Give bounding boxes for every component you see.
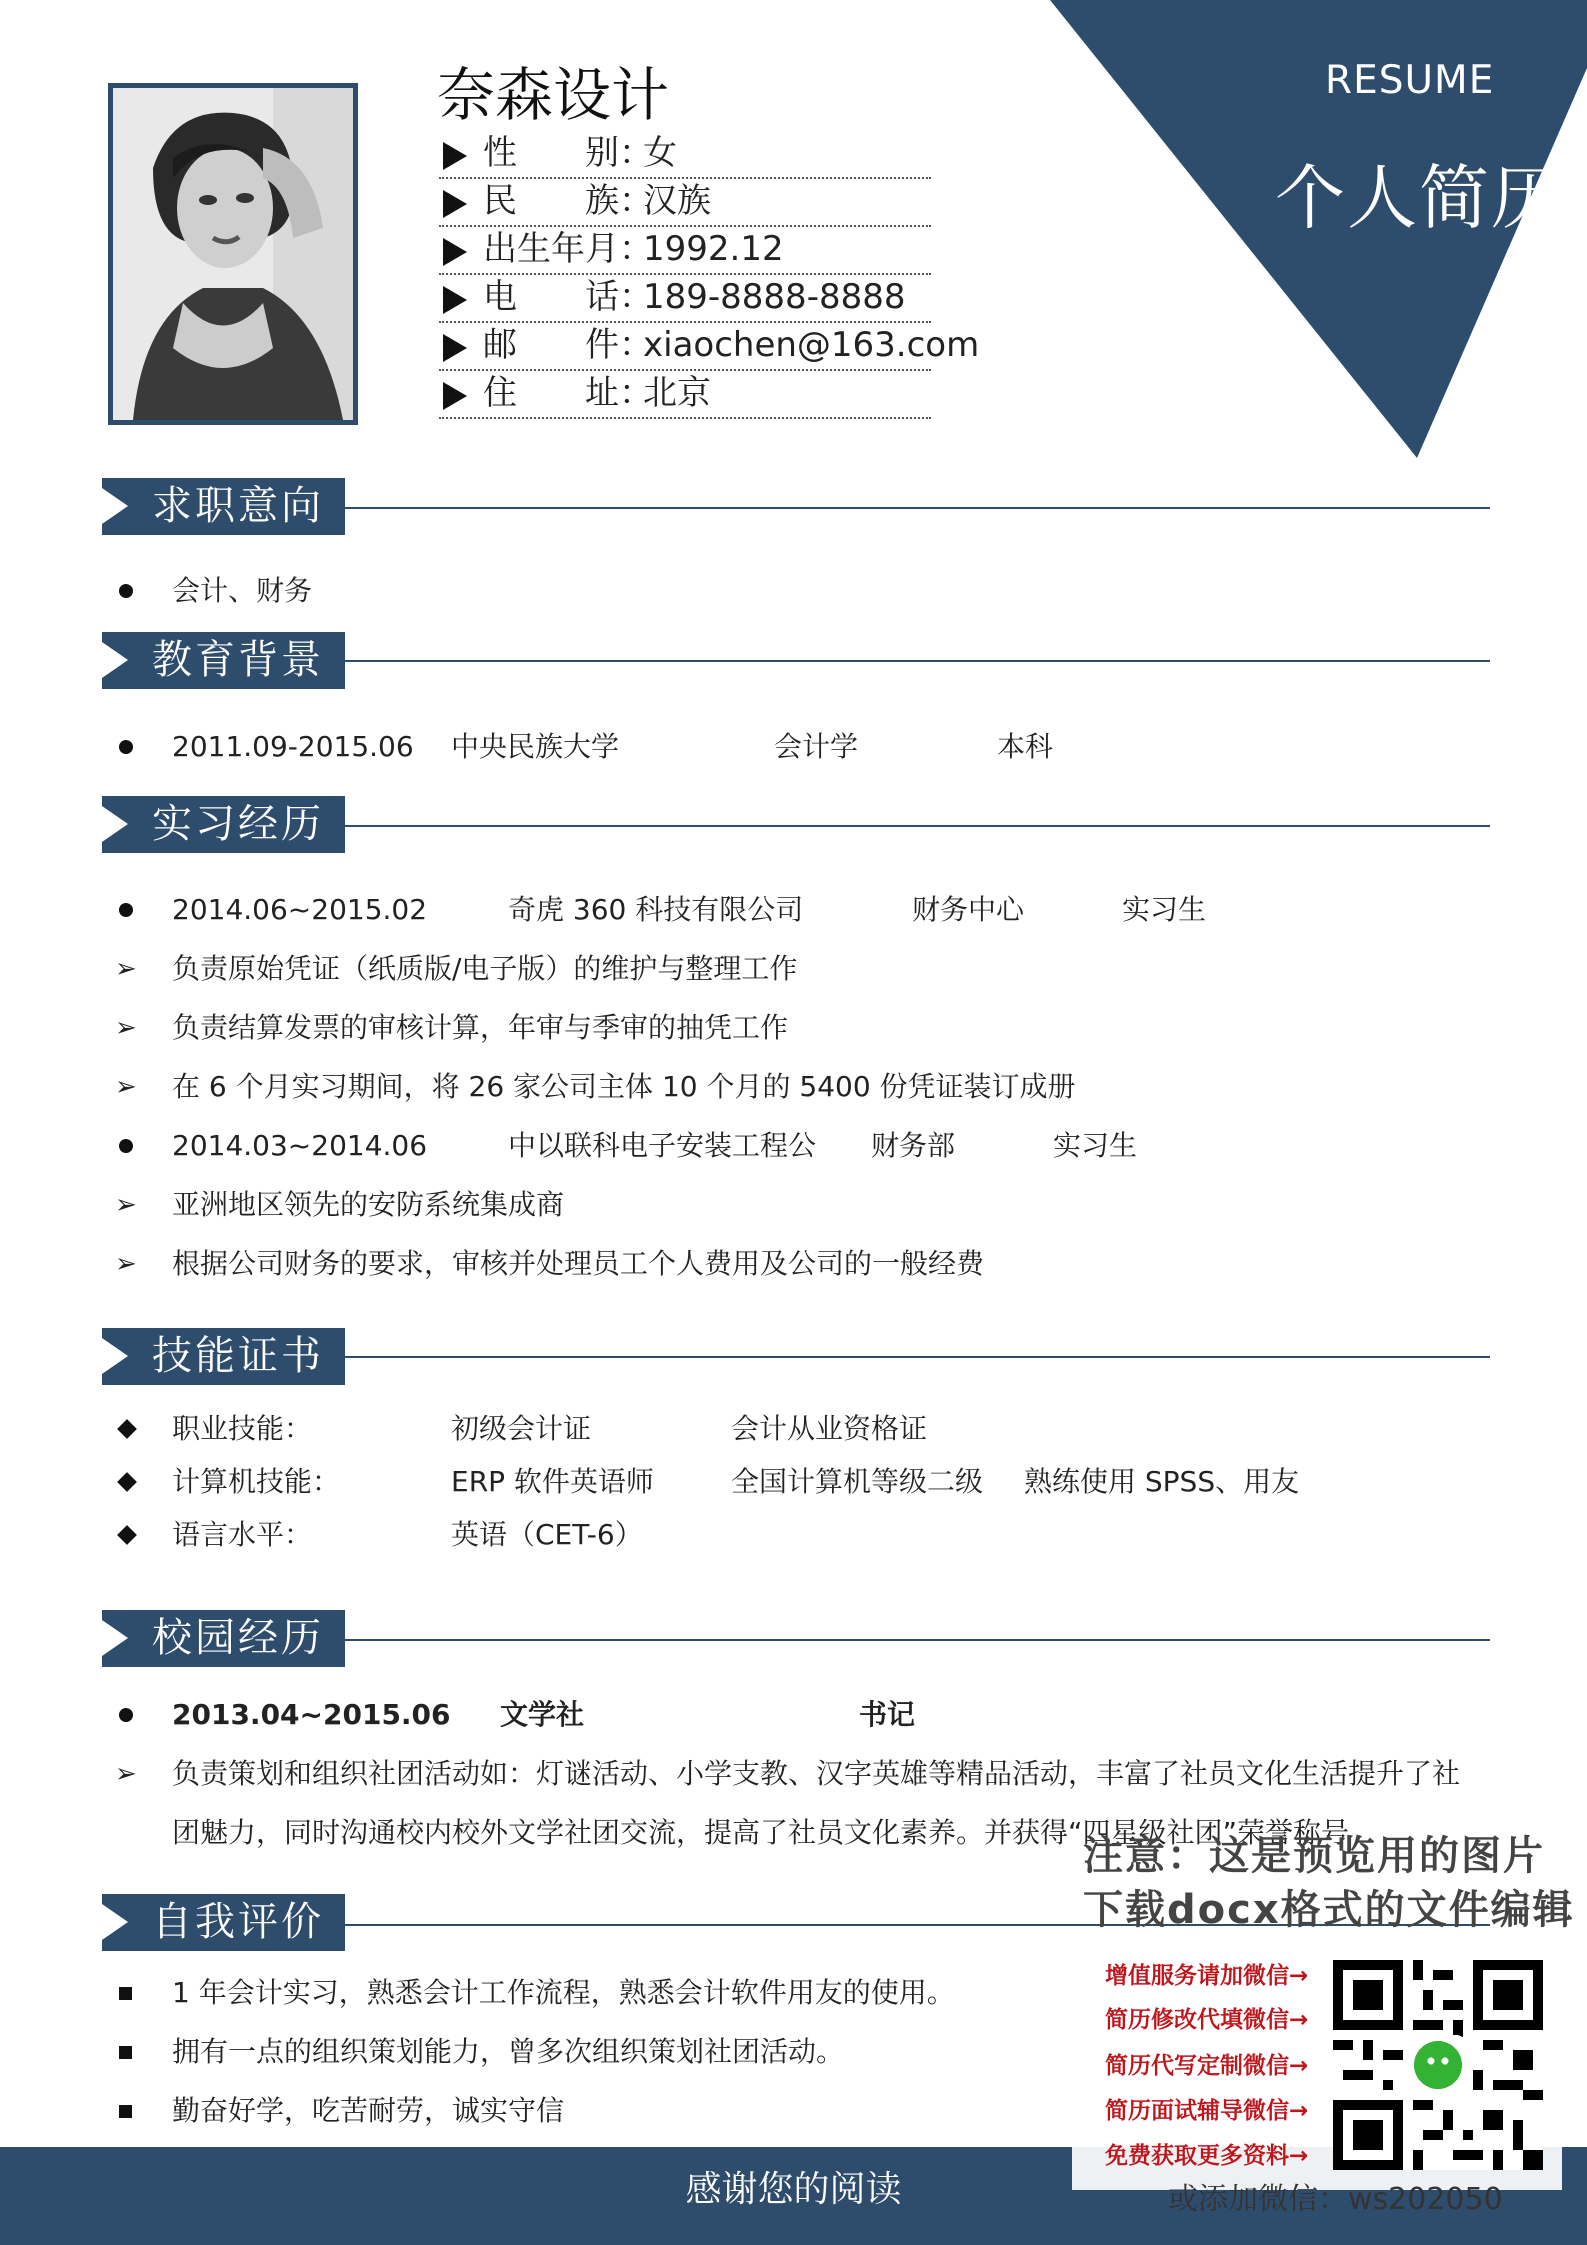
bullet-dot-icon <box>119 1708 133 1722</box>
campus-org: 文学社 <box>500 1698 585 1731</box>
section-header-internship <box>102 796 345 853</box>
promo-line: 增值服务请加微信→ <box>1105 1963 1309 1989</box>
section-arrow-icon <box>102 1904 128 1940</box>
job-company: 奇虎 360 科技有限公司 <box>508 893 804 926</box>
wechat-qr-code-icon <box>1333 1960 1543 2170</box>
wechat-id-line: 或添加微信：ws202050 <box>1168 2182 1503 2217</box>
promo-line: 简历修改代填微信→ <box>1105 2007 1309 2033</box>
self-item: 拥有一点的组织策划能力，曾多次组织策划社团活动。 <box>172 2035 845 2068</box>
info-value: xiaochen@163.com <box>643 325 980 365</box>
resume-title-cn: 个人简历 <box>1275 157 1563 239</box>
promo-line: 免费获取更多资料→ <box>1105 2143 1309 2169</box>
bullet-square-icon <box>119 1987 132 2000</box>
job-period: 2014.06~2015.02 <box>172 893 428 926</box>
job-role: 实习生 <box>1122 893 1207 926</box>
section-divider <box>345 507 1490 509</box>
chevron-right-icon: ➢ <box>115 1759 137 1789</box>
play-arrow-icon <box>443 286 467 314</box>
play-arrow-icon <box>443 142 467 170</box>
info-label: 邮 件： <box>483 325 653 365</box>
chevron-right-icon: ➢ <box>115 1249 137 1279</box>
skill-item: 英语（CET-6） <box>451 1518 643 1551</box>
section-title: 技能证书 <box>152 1333 324 1379</box>
portrait-photo-icon <box>113 88 353 420</box>
skill-item: 会计从业资格证 <box>731 1412 928 1445</box>
bullet-dot-icon <box>119 740 133 754</box>
resume-title-en: RESUME <box>1325 58 1495 103</box>
job-company: 中以联科电子安装工程公 <box>508 1129 817 1162</box>
info-row-email <box>439 322 980 371</box>
bullet-dot-icon <box>119 584 133 598</box>
section-arrow-icon <box>102 488 128 524</box>
campus-detail-line-1: 负责策划和组织社团活动如：灯谜活动、小学支教、汉字英雄等精品活动，丰富了社员文化生活提升了社 <box>172 1757 1461 1790</box>
info-row-gender <box>439 130 931 179</box>
job-dept: 财务部 <box>871 1129 956 1162</box>
campus-period: 2013.04~2015.06 <box>172 1698 451 1731</box>
section-header-self <box>102 1894 345 1951</box>
job-detail: 亚洲地区领先的安防系统集成商 <box>172 1188 565 1221</box>
info-value: 1992.12 <box>643 229 784 269</box>
section-title: 实习经历 <box>152 801 324 847</box>
section-divider <box>345 825 1490 827</box>
section-arrow-icon <box>102 642 128 678</box>
education-school: 中央民族大学 <box>451 730 620 763</box>
education-major: 会计学 <box>774 730 859 763</box>
section-title: 教育背景 <box>152 637 324 683</box>
footer-text: 感谢您的阅读 <box>685 2169 902 2210</box>
skill-item: ERP 软件英语师 <box>451 1465 654 1498</box>
bullet-square-icon <box>119 2105 132 2118</box>
skill-item: 初级会计证 <box>451 1412 592 1445</box>
info-label: 住 址： <box>483 373 653 413</box>
info-row-phone <box>439 274 931 323</box>
campus-detail-line-2: 团魅力，同时沟通校内校外文学社团交流，提高了社员文化素养。并获得“四星级社团”荣誉称号 <box>172 1816 1350 1849</box>
section-header-intent <box>102 478 345 535</box>
bullet-diamond-icon <box>117 1472 137 1492</box>
candidate-name: 奈森设计 <box>437 61 670 129</box>
bullet-diamond-icon <box>117 1525 137 1545</box>
section-divider <box>345 1356 1490 1358</box>
info-row-address <box>439 370 931 419</box>
info-value: 汉族 <box>643 181 711 221</box>
info-label: 性 别： <box>483 133 653 173</box>
watermark-line-2: 下载docx格式的文件编辑 <box>1083 1887 1575 1933</box>
info-row-birth <box>439 226 931 275</box>
skill-label: 职业技能： <box>172 1412 313 1445</box>
skill-label: 语言水平： <box>172 1518 313 1551</box>
info-value: 女 <box>643 133 677 173</box>
campus-role: 书记 <box>859 1698 916 1731</box>
section-header-education <box>102 632 345 689</box>
bullet-square-icon <box>119 2046 132 2059</box>
play-arrow-icon <box>443 382 467 410</box>
promo-line: 简历面试辅导微信→ <box>1105 2098 1309 2124</box>
job-dept: 财务中心 <box>912 893 1025 926</box>
play-arrow-icon <box>443 238 467 266</box>
section-title: 求职意向 <box>152 483 324 529</box>
bullet-diamond-icon <box>117 1419 137 1439</box>
section-divider <box>345 1639 1490 1641</box>
info-label: 电 话： <box>483 277 653 317</box>
info-value: 北京 <box>643 373 711 413</box>
section-title: 自我评价 <box>152 1899 324 1945</box>
job-detail: 在 6 个月实习期间，将 26 家公司主体 10 个月的 5400 份凭证装订成册 <box>172 1070 1076 1103</box>
promo-line: 简历代写定制微信→ <box>1105 2053 1309 2079</box>
job-detail: 根据公司财务的要求，审核并处理员工个人费用及公司的一般经费 <box>172 1247 985 1280</box>
section-header-skills <box>102 1328 345 1385</box>
bullet-dot-icon <box>119 1139 133 1153</box>
info-value: 189-8888-8888 <box>643 277 906 317</box>
chevron-right-icon: ➢ <box>115 954 137 984</box>
education-period: 2011.09-2015.06 <box>172 730 414 763</box>
play-arrow-icon <box>443 334 467 362</box>
section-arrow-icon <box>102 806 128 842</box>
section-header-campus <box>102 1610 345 1667</box>
section-arrow-icon <box>102 1620 128 1656</box>
job-period: 2014.03~2014.06 <box>172 1129 428 1162</box>
profile-photo <box>108 83 358 425</box>
job-role: 实习生 <box>1053 1129 1138 1162</box>
section-title: 校园经历 <box>152 1615 324 1661</box>
intent-item: 会计、财务 <box>172 574 313 607</box>
info-label: 民 族： <box>483 181 653 221</box>
education-degree: 本科 <box>997 730 1054 763</box>
job-detail: 负责结算发票的审核计算，年审与季审的抽凭工作 <box>172 1011 789 1044</box>
section-divider <box>345 660 1490 662</box>
skill-label: 计算机技能： <box>172 1465 341 1498</box>
chevron-right-icon: ➢ <box>115 1013 137 1043</box>
chevron-right-icon: ➢ <box>115 1190 137 1220</box>
qr-code[interactable] <box>1333 1960 1543 2170</box>
job-detail: 负责原始凭证（纸质版/电子版）的维护与整理工作 <box>172 952 798 985</box>
skill-item: 全国计算机等级二级 <box>731 1465 984 1498</box>
bullet-dot-icon <box>119 903 133 917</box>
section-arrow-icon <box>102 1338 128 1374</box>
info-label: 出生年月： <box>483 229 653 269</box>
chevron-right-icon: ➢ <box>115 1072 137 1102</box>
skill-item: 熟练使用 SPSS、用友 <box>1024 1465 1300 1498</box>
self-item: 勤奋好学，吃苦耐劳，诚实守信 <box>172 2094 565 2127</box>
self-item: 1 年会计实习，熟悉会计工作流程，熟悉会计软件用友的使用。 <box>172 1976 955 2009</box>
watermark-line-1: 注意：这是预览用的图片 <box>1083 1833 1545 1879</box>
play-arrow-icon <box>443 190 467 218</box>
info-row-ethnicity <box>439 178 931 227</box>
